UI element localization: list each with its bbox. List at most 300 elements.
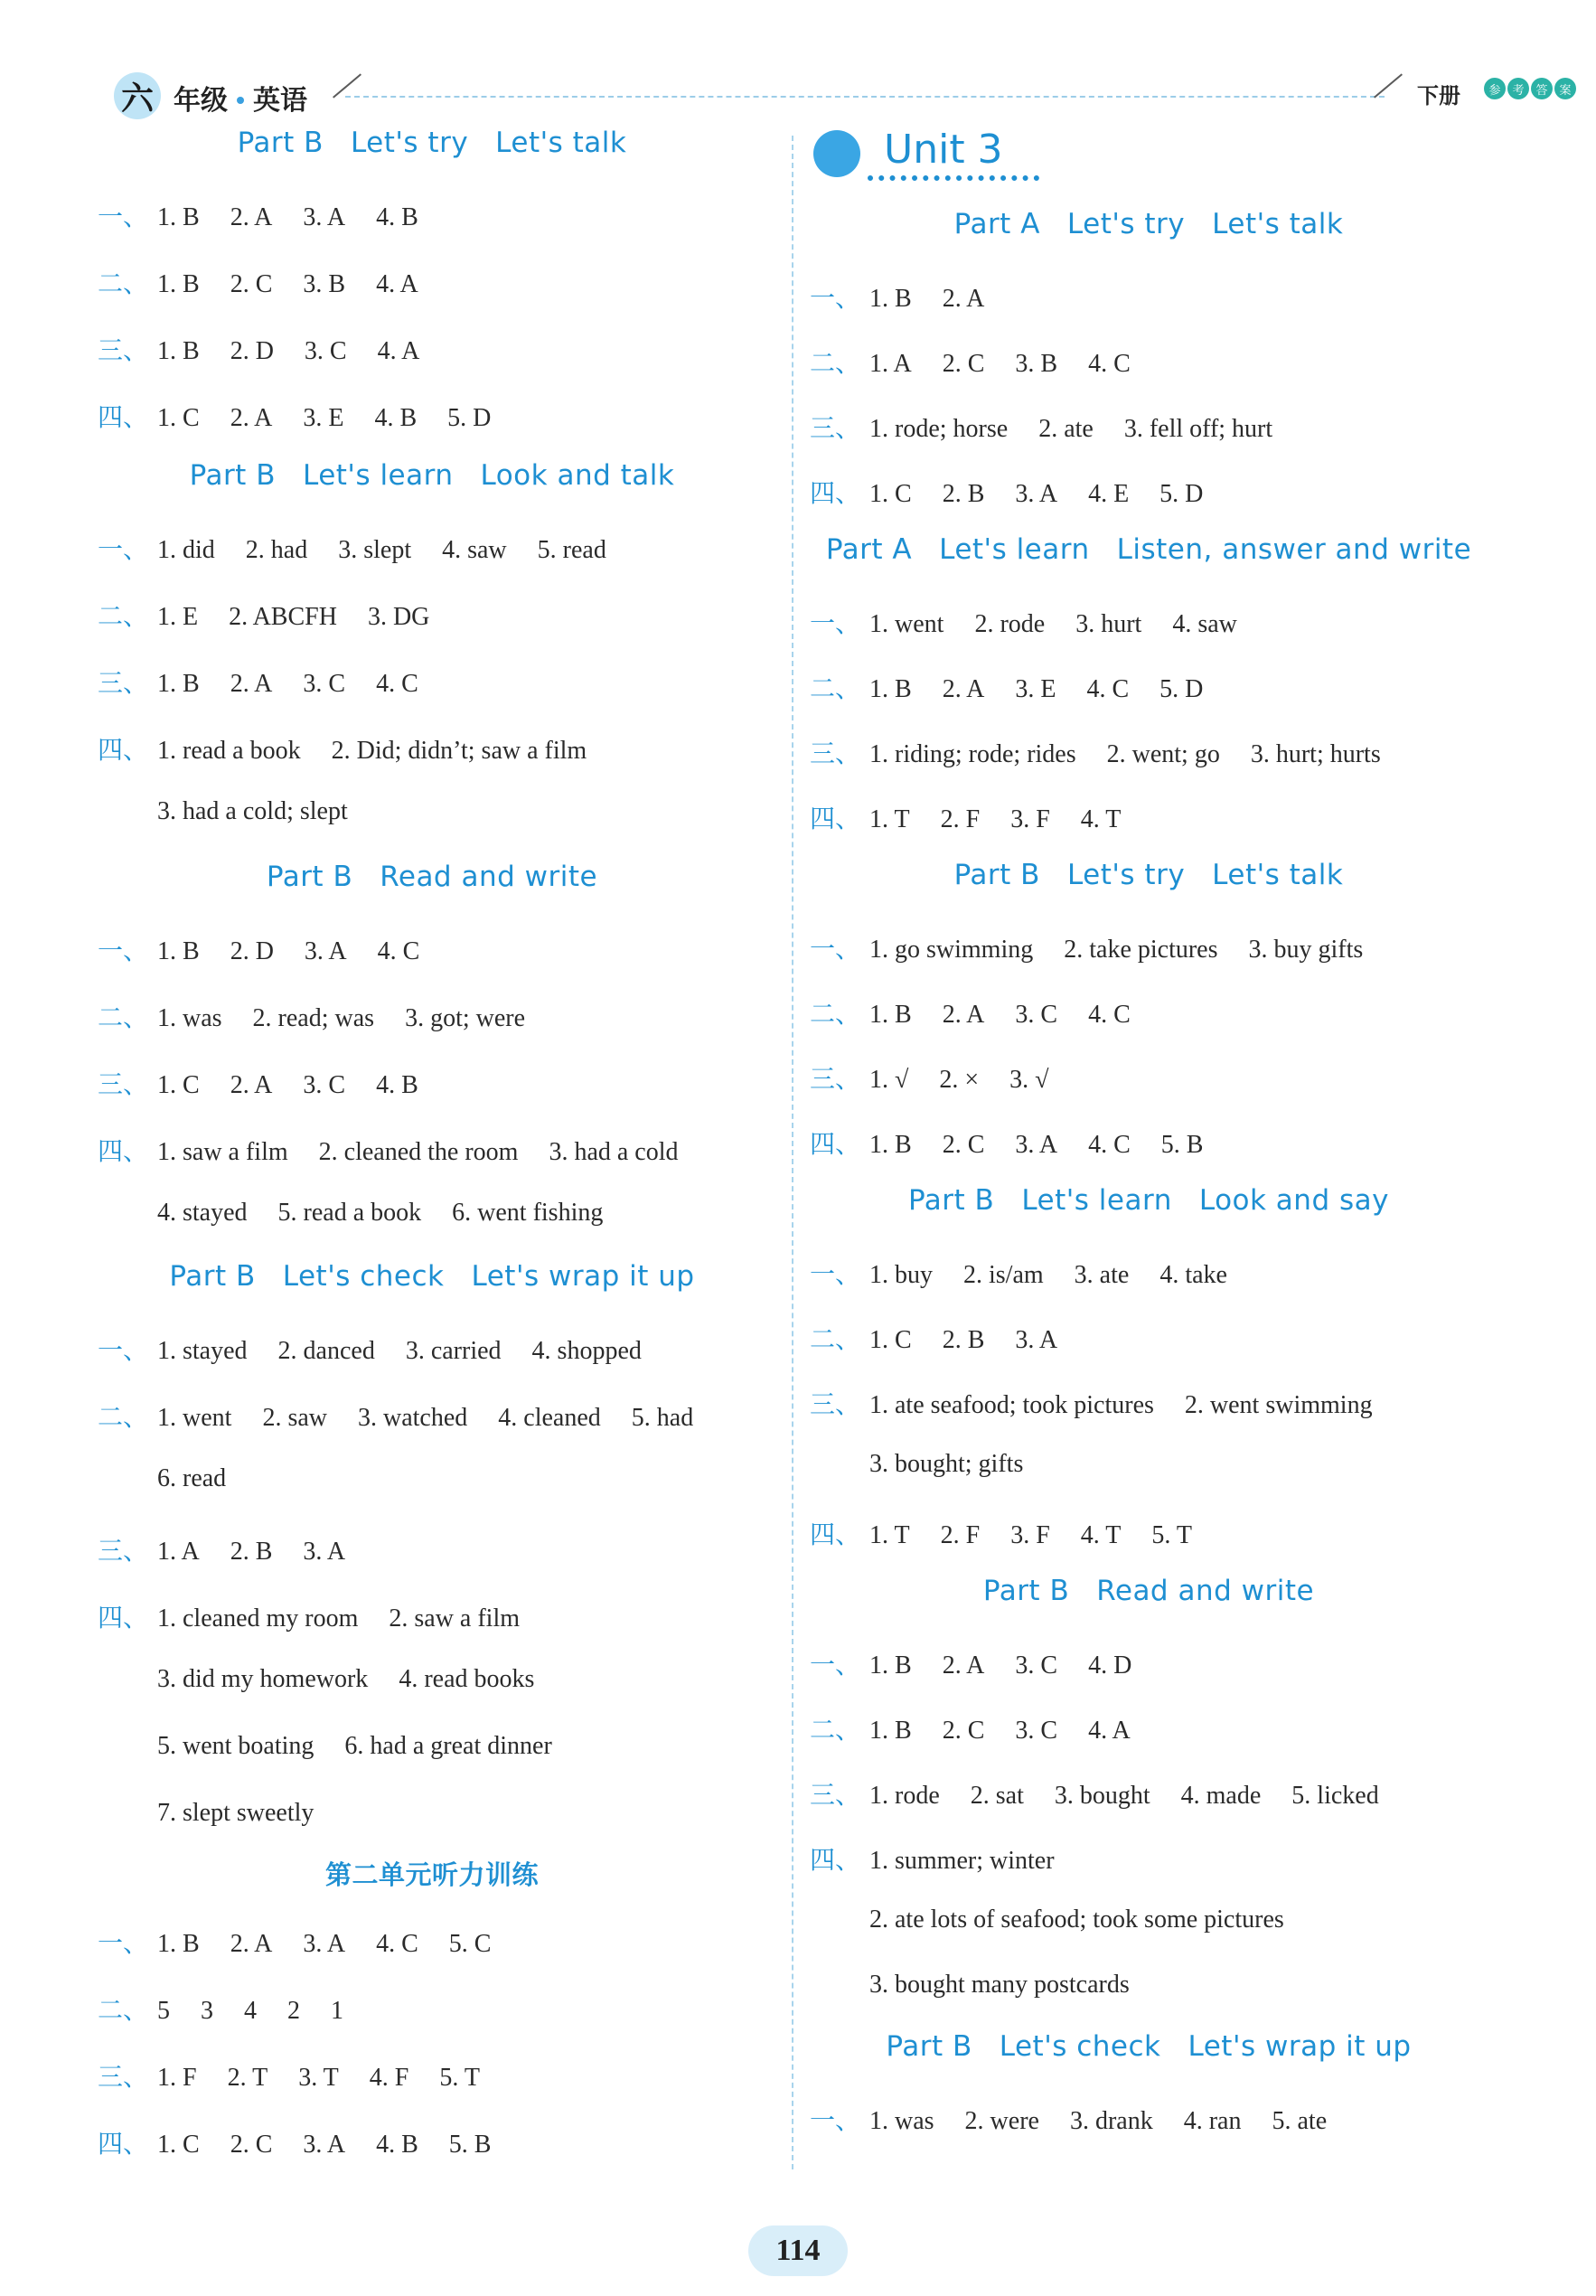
answer-item: 2. C bbox=[230, 2131, 273, 2159]
answer-row bbox=[98, 663, 449, 700]
question-marker: 二、 bbox=[98, 601, 149, 631]
section-heading-part: Part B bbox=[982, 1575, 1070, 1607]
answer-item: 4. C bbox=[1086, 675, 1130, 703]
answer-item: 3. watched bbox=[357, 1404, 468, 1432]
answer-item: 1. B bbox=[157, 1930, 200, 1958]
answer-item: 1. B bbox=[157, 203, 200, 231]
answer-item: 2 bbox=[287, 1997, 300, 2025]
answer-item: 3. got; were bbox=[405, 1004, 526, 1032]
answer-item: 1. ate seafood; took pictures bbox=[869, 1391, 1154, 1419]
answer-row bbox=[98, 2124, 521, 2160]
column-divider bbox=[792, 136, 793, 2169]
section-heading-part: Let's learn bbox=[302, 459, 454, 492]
answer-item: 3. C bbox=[303, 1071, 346, 1099]
answer-item: 1. A bbox=[869, 350, 912, 378]
answer-item: 1. B bbox=[157, 337, 200, 365]
answer-item: 3. hurt; hurts bbox=[1250, 740, 1381, 768]
answer-item: 3. hurt bbox=[1075, 610, 1142, 638]
answer-item: 2. C bbox=[942, 350, 985, 378]
question-marker: 一、 bbox=[810, 934, 861, 964]
question-marker: 二、 bbox=[810, 1715, 861, 1745]
question-marker: 一、 bbox=[98, 936, 149, 965]
answer-item: 5. D bbox=[1159, 480, 1204, 508]
answer-item: 3. A bbox=[303, 2131, 346, 2159]
page-number: 114 bbox=[748, 2225, 848, 2276]
answer-item: 2. A bbox=[942, 1001, 985, 1029]
answer-item: 4 bbox=[244, 1997, 257, 2025]
listening-section-title: 第二单元听力训练 bbox=[324, 1859, 539, 1890]
section-heading-part: Let's try bbox=[350, 127, 469, 159]
question-marker: 三、 bbox=[98, 1069, 149, 1099]
answer-item: 2. C bbox=[942, 1717, 985, 1745]
answer-row bbox=[810, 2101, 1357, 2137]
section-heading bbox=[810, 533, 1488, 566]
answer-item: 1. rode; horse bbox=[869, 415, 1009, 443]
answer-item: 5 bbox=[157, 1997, 170, 2025]
answer-item: 2. F bbox=[940, 1521, 981, 1549]
section-heading-part: Read and write bbox=[1096, 1575, 1315, 1607]
section-heading-part: Let's learn bbox=[1021, 1184, 1172, 1217]
section-heading bbox=[810, 208, 1488, 240]
question-marker: 三、 bbox=[810, 739, 861, 768]
answer-item: 5. C bbox=[448, 1930, 492, 1958]
question-marker: 一、 bbox=[98, 534, 149, 564]
answer-item: 4. saw bbox=[442, 536, 507, 564]
section-heading-part: Part B bbox=[237, 127, 324, 159]
answer-item: 1. A bbox=[157, 1538, 200, 1566]
section-heading-part: Let's talk bbox=[1212, 208, 1344, 240]
answer-item: 2. A bbox=[230, 1930, 273, 1958]
answer-item: 3. buy gifts bbox=[1248, 936, 1364, 964]
section-heading-part: Let's learn bbox=[939, 533, 1090, 566]
answer-item: 1. summer; winter bbox=[869, 1847, 1055, 1875]
section-heading bbox=[810, 1575, 1488, 1607]
answer-row bbox=[810, 409, 1303, 445]
answer-item: 3. carried bbox=[405, 1337, 502, 1365]
answer-item: 4. ran bbox=[1183, 2107, 1242, 2135]
answer-item: 2. Did; didn’t; saw a film bbox=[331, 737, 587, 765]
answer-item: 4. B bbox=[374, 404, 418, 432]
answer-item: 2. is/am bbox=[963, 1261, 1044, 1289]
answer-row bbox=[98, 998, 556, 1034]
answer-row-continued bbox=[810, 1971, 1160, 2000]
answer-item: 5. ate bbox=[1272, 2107, 1328, 2135]
answer-item: 2. danced bbox=[277, 1337, 375, 1365]
answer-item: 1. B bbox=[869, 1001, 912, 1029]
answer-item: 3. bought bbox=[1054, 1782, 1150, 1810]
answer-row bbox=[98, 597, 460, 633]
answer-row bbox=[98, 931, 450, 967]
answer-item: 4. C bbox=[376, 1930, 418, 1958]
answer-item: 3. slept bbox=[338, 536, 412, 564]
unit-title: Unit 3 bbox=[884, 127, 1003, 173]
answer-item: 4. B bbox=[376, 2131, 418, 2159]
answer-row bbox=[810, 1840, 1085, 1877]
section-heading-part: Let's check bbox=[999, 2030, 1161, 2063]
answer-row-continued bbox=[810, 1450, 1054, 1479]
answer-item: 3. A bbox=[304, 937, 347, 965]
answer-row bbox=[810, 1710, 1161, 1746]
answer-item: 1. C bbox=[157, 1071, 200, 1099]
grade-label: 年级 bbox=[174, 85, 228, 117]
answer-item: 3. C bbox=[1015, 1651, 1058, 1680]
section-heading-part: Let's talk bbox=[1212, 859, 1344, 891]
answer-item: 3. DG bbox=[367, 603, 430, 631]
page-header bbox=[108, 69, 1572, 123]
question-marker: 二、 bbox=[810, 1324, 861, 1354]
answer-item: 5. read a book bbox=[277, 1199, 422, 1227]
answer-item: 3. C bbox=[304, 337, 347, 365]
question-marker: 三、 bbox=[810, 1389, 861, 1419]
answer-row bbox=[98, 398, 521, 434]
answer-item: 3. C bbox=[303, 670, 346, 698]
answer-item: 3. C bbox=[1015, 1717, 1058, 1745]
answer-row bbox=[98, 1990, 374, 2027]
section-heading-part: Let's wrap it up bbox=[1188, 2030, 1412, 2063]
answer-item: 3. A bbox=[303, 1538, 346, 1566]
answer-item: 2. sat bbox=[970, 1782, 1024, 1810]
section-heading-part: Let's check bbox=[282, 1260, 445, 1293]
answer-item: 1 bbox=[331, 1997, 343, 2025]
answer-row bbox=[98, 1065, 449, 1101]
answer-item: 4. T bbox=[1080, 1521, 1122, 1549]
answer-item: 4. B bbox=[376, 1071, 418, 1099]
answer-row bbox=[98, 530, 637, 566]
badge-char: 答 bbox=[1531, 78, 1553, 99]
badge-char: 参 bbox=[1484, 78, 1506, 99]
answer-row bbox=[98, 1531, 376, 1567]
question-marker: 四、 bbox=[98, 402, 149, 432]
section-heading-part: Read and write bbox=[380, 861, 598, 893]
answer-item: 2. × bbox=[939, 1066, 980, 1094]
answer-item: 2. A bbox=[942, 285, 985, 313]
answer-item: 3. drank bbox=[1069, 2107, 1153, 2135]
answer-row bbox=[810, 799, 1151, 835]
answer-item: 2. saw bbox=[262, 1404, 327, 1432]
answer-row bbox=[98, 2057, 511, 2094]
section-heading-part: Part B bbox=[953, 859, 1040, 891]
answer-item: 2. take pictures bbox=[1064, 936, 1218, 964]
answer-item: 2. cleaned the room bbox=[318, 1138, 519, 1166]
answer-row-continued bbox=[810, 1905, 1315, 1934]
grade-char: 六 bbox=[120, 80, 154, 118]
answer-item: 1. B bbox=[157, 270, 200, 298]
volume-label: 下册 bbox=[1417, 83, 1460, 108]
answer-item: 2. A bbox=[230, 203, 273, 231]
answer-item: 1. stayed bbox=[157, 1337, 248, 1365]
answer-row bbox=[98, 730, 617, 767]
question-marker: 一、 bbox=[810, 283, 861, 313]
answer-item: 5. D bbox=[447, 404, 492, 432]
answer-row bbox=[810, 1255, 1258, 1291]
answer-item: 1. C bbox=[157, 2131, 200, 2159]
answer-item: 1. went bbox=[157, 1404, 232, 1432]
answer-item: 2. F bbox=[940, 805, 981, 833]
answer-row bbox=[810, 1515, 1223, 1551]
answer-item: 1. cleaned my room bbox=[157, 1604, 359, 1633]
answer-item: 4. B bbox=[376, 203, 418, 231]
answer-item: 2. C bbox=[230, 270, 273, 298]
section-heading-part: Let's try bbox=[1066, 859, 1186, 891]
answer-row bbox=[810, 343, 1161, 380]
answer-item: 3. E bbox=[1015, 675, 1056, 703]
answer-item: 2. ABCFH bbox=[229, 603, 337, 631]
question-marker: 四、 bbox=[98, 1136, 149, 1166]
unit-dots-decoration bbox=[868, 175, 1039, 181]
answer-item: 2. went; go bbox=[1106, 740, 1220, 768]
answer-item: 6. read bbox=[157, 1464, 227, 1492]
question-marker: 四、 bbox=[98, 2129, 149, 2159]
answer-item: 2. D bbox=[230, 337, 274, 365]
answer-item: 5. licked bbox=[1291, 1782, 1379, 1810]
answer-item: 3. E bbox=[303, 404, 344, 432]
answer-item: 2. rode bbox=[974, 610, 1046, 638]
answer-item: 4. shopped bbox=[531, 1337, 642, 1365]
answer-item: 4. A bbox=[376, 270, 418, 298]
question-marker: 三、 bbox=[810, 1064, 861, 1094]
answer-item: 2. T bbox=[227, 2064, 268, 2092]
answer-item: 3. B bbox=[303, 270, 346, 298]
answer-item: 2. saw a film bbox=[389, 1604, 521, 1633]
answer-item: 4. C bbox=[1088, 1001, 1131, 1029]
answer-item: 5. B bbox=[1160, 1131, 1204, 1159]
separator-dot-icon bbox=[237, 97, 244, 104]
question-marker: 二、 bbox=[810, 999, 861, 1029]
answer-row bbox=[810, 474, 1234, 510]
question-marker: 二、 bbox=[810, 348, 861, 378]
answer-item: 3. A bbox=[1015, 1131, 1058, 1159]
grade-badge bbox=[114, 72, 161, 119]
question-marker: 一、 bbox=[810, 2105, 861, 2135]
question-marker: 四、 bbox=[810, 1520, 861, 1549]
question-marker: 一、 bbox=[810, 608, 861, 638]
section-heading-part: Part B bbox=[189, 459, 276, 492]
answer-item: 2. B bbox=[942, 1326, 985, 1354]
answer-item: 2. D bbox=[230, 937, 274, 965]
answer-item: 1. B bbox=[869, 675, 912, 703]
question-marker: 三、 bbox=[98, 2062, 149, 2092]
subject-label: 英语 bbox=[253, 85, 307, 117]
answer-item: 2. B bbox=[942, 480, 985, 508]
answer-item: 1. went bbox=[869, 610, 944, 638]
answer-row bbox=[98, 1132, 709, 1168]
answer-item: 6. had a great dinner bbox=[344, 1732, 552, 1760]
answer-item: 2. were bbox=[964, 2107, 1039, 2135]
answer-row bbox=[98, 264, 449, 300]
section-heading bbox=[98, 861, 766, 893]
answer-item: 4. stayed bbox=[157, 1199, 248, 1227]
badge-char: 案 bbox=[1554, 78, 1576, 99]
question-marker: 二、 bbox=[98, 1402, 149, 1432]
answer-item: 3. F bbox=[1010, 805, 1050, 833]
answer-item: 3. had a cold bbox=[549, 1138, 679, 1166]
answer-item: 3. A bbox=[1015, 480, 1058, 508]
answer-item: 4. E bbox=[1088, 480, 1130, 508]
section-heading-part: Part B bbox=[169, 1260, 256, 1293]
answer-row bbox=[98, 1598, 550, 1634]
answer-item: 2. ate lots of seafood; took some pictures bbox=[869, 1905, 1284, 1934]
unit-heading bbox=[810, 127, 1045, 190]
answer-item: 1. saw a film bbox=[157, 1138, 288, 1166]
answer-item: 3. √ bbox=[1009, 1066, 1049, 1094]
question-marker: 一、 bbox=[810, 1259, 861, 1289]
section-heading bbox=[98, 1260, 766, 1293]
answer-item: 3. B bbox=[1015, 350, 1058, 378]
answer-item: 4. saw bbox=[1172, 610, 1237, 638]
answer-row bbox=[810, 1775, 1410, 1811]
answer-row bbox=[810, 929, 1394, 965]
answer-item: 1. go swimming bbox=[869, 936, 1034, 964]
answer-item: 1. F bbox=[157, 2064, 197, 2092]
answer-row bbox=[810, 669, 1234, 705]
answer-row bbox=[98, 331, 450, 367]
answer-item: 1. buy bbox=[869, 1261, 933, 1289]
answer-item: 1. C bbox=[869, 1326, 912, 1354]
answer-item: 6. went fishing bbox=[452, 1199, 604, 1227]
answer-row bbox=[810, 1385, 1404, 1421]
answer-item: 1. B bbox=[869, 1131, 912, 1159]
section-heading-part: Part A bbox=[825, 533, 913, 566]
answer-item: 4. D bbox=[1088, 1651, 1132, 1680]
answer-item: 3. bought many postcards bbox=[869, 1971, 1130, 1999]
answer-item: 3. fell off; hurt bbox=[1123, 415, 1273, 443]
question-marker: 一、 bbox=[810, 1650, 861, 1680]
answer-item: 5. T bbox=[1151, 1521, 1192, 1549]
answer-item: 2. ate bbox=[1038, 415, 1094, 443]
question-marker: 四、 bbox=[98, 1603, 149, 1633]
answer-item: 1. B bbox=[157, 937, 200, 965]
answer-item: 2. A bbox=[230, 1071, 273, 1099]
answer-row bbox=[98, 1331, 672, 1367]
section-heading-part: Let's try bbox=[1066, 208, 1186, 240]
question-marker: 一、 bbox=[98, 202, 149, 231]
header-dashed-line bbox=[345, 96, 1385, 98]
question-marker: 三、 bbox=[98, 335, 149, 365]
answer-item: 4. read books bbox=[399, 1665, 535, 1693]
answer-item: 5. D bbox=[1159, 675, 1204, 703]
answer-item: 3. had a cold; slept bbox=[157, 797, 348, 825]
answer-item: 2. C bbox=[942, 1131, 985, 1159]
section-heading-part: Let's wrap it up bbox=[471, 1260, 695, 1293]
question-marker: 一、 bbox=[98, 1335, 149, 1365]
answer-item: 3. A bbox=[303, 203, 346, 231]
section-heading-part: Part B bbox=[886, 2030, 972, 2063]
answer-item: 2. A bbox=[942, 1651, 985, 1680]
answer-item: 4. C bbox=[377, 937, 420, 965]
answer-row bbox=[810, 1645, 1162, 1681]
answer-item: 2. went swimming bbox=[1184, 1391, 1373, 1419]
section-heading-part: Let's talk bbox=[495, 127, 627, 159]
unit-circle-icon bbox=[813, 130, 860, 177]
answer-item: 4. made bbox=[1180, 1782, 1262, 1810]
answer-row-continued bbox=[98, 1799, 344, 1828]
answer-item: 2. had bbox=[245, 536, 308, 564]
answer-row bbox=[98, 1397, 724, 1434]
answer-item: 1. √ bbox=[869, 1066, 909, 1094]
answer-item: 4. F bbox=[369, 2064, 409, 2092]
answer-row bbox=[98, 1924, 521, 1960]
answer-item: 5. B bbox=[448, 2131, 492, 2159]
answer-item: 4. cleaned bbox=[498, 1404, 601, 1432]
answer-row-continued bbox=[98, 1665, 565, 1694]
section-heading bbox=[98, 459, 766, 492]
question-marker: 二、 bbox=[810, 673, 861, 703]
answer-item: 4. A bbox=[377, 337, 420, 365]
answer-item: 1. C bbox=[157, 404, 200, 432]
section-heading bbox=[810, 2030, 1488, 2063]
question-marker: 三、 bbox=[98, 668, 149, 698]
answer-item: 3. bought; gifts bbox=[869, 1450, 1024, 1478]
answer-item: 3. T bbox=[298, 2064, 339, 2092]
answer-item: 4. T bbox=[1080, 805, 1122, 833]
header-slash-decoration bbox=[1374, 73, 1403, 98]
answer-item: 3 bbox=[201, 1997, 213, 2025]
question-marker: 三、 bbox=[810, 1780, 861, 1810]
answer-item: 2. B bbox=[230, 1538, 273, 1566]
answer-key-badge bbox=[1484, 78, 1576, 99]
answer-row bbox=[810, 1059, 1080, 1096]
answer-item: 5. T bbox=[439, 2064, 480, 2092]
answer-item: 7. slept sweetly bbox=[157, 1799, 315, 1827]
answer-item: 4. take bbox=[1159, 1261, 1227, 1289]
answer-item: 5. had bbox=[631, 1404, 694, 1432]
answer-item: 3. A bbox=[303, 1930, 346, 1958]
section-heading bbox=[810, 1184, 1488, 1217]
answer-item: 1. E bbox=[157, 603, 199, 631]
answer-row bbox=[98, 197, 449, 233]
answer-item: 3. ate bbox=[1074, 1261, 1130, 1289]
section-heading bbox=[98, 127, 766, 159]
section-heading-part: Part B bbox=[266, 861, 353, 893]
question-marker: 二、 bbox=[98, 1995, 149, 2025]
answer-item: 1. B bbox=[869, 1717, 912, 1745]
question-marker: 三、 bbox=[810, 413, 861, 443]
answer-row bbox=[810, 734, 1412, 770]
header-slash-decoration bbox=[333, 73, 361, 98]
section-heading-part: Part B bbox=[908, 1184, 995, 1217]
answer-item: 1. was bbox=[157, 1004, 222, 1032]
answer-row-continued bbox=[98, 797, 379, 826]
answer-row bbox=[810, 994, 1161, 1030]
answer-item: 4. C bbox=[1088, 1131, 1131, 1159]
answer-item: 2. A bbox=[230, 670, 273, 698]
section-heading-part: Look and say bbox=[1198, 1184, 1389, 1217]
question-marker: 四、 bbox=[810, 1129, 861, 1159]
answer-item: 3. A bbox=[1015, 1326, 1058, 1354]
answer-item: 1. C bbox=[869, 480, 912, 508]
answer-item: 1. B bbox=[157, 670, 200, 698]
answer-item: 2. A bbox=[230, 404, 273, 432]
section-heading bbox=[810, 859, 1488, 891]
answer-row bbox=[810, 1320, 1088, 1356]
answer-item: 1. T bbox=[869, 1521, 910, 1549]
answer-row bbox=[810, 604, 1268, 640]
question-marker: 四、 bbox=[810, 804, 861, 833]
question-marker: 四、 bbox=[810, 1845, 861, 1875]
answer-item: 1. B bbox=[869, 285, 912, 313]
answer-item: 5. read bbox=[537, 536, 606, 564]
section-heading-part: Look and talk bbox=[480, 459, 675, 492]
answer-item: 3. F bbox=[1010, 1521, 1050, 1549]
answer-item: 1. rode bbox=[869, 1782, 940, 1810]
answer-item: 3. C bbox=[1015, 1001, 1058, 1029]
question-marker: 一、 bbox=[98, 1928, 149, 1958]
answer-item: 4. C bbox=[376, 670, 418, 698]
answer-item: 4. C bbox=[1088, 350, 1131, 378]
answer-item: 1. B bbox=[869, 1651, 912, 1680]
answer-item: 2. A bbox=[942, 675, 985, 703]
answer-item: 4. A bbox=[1088, 1717, 1131, 1745]
